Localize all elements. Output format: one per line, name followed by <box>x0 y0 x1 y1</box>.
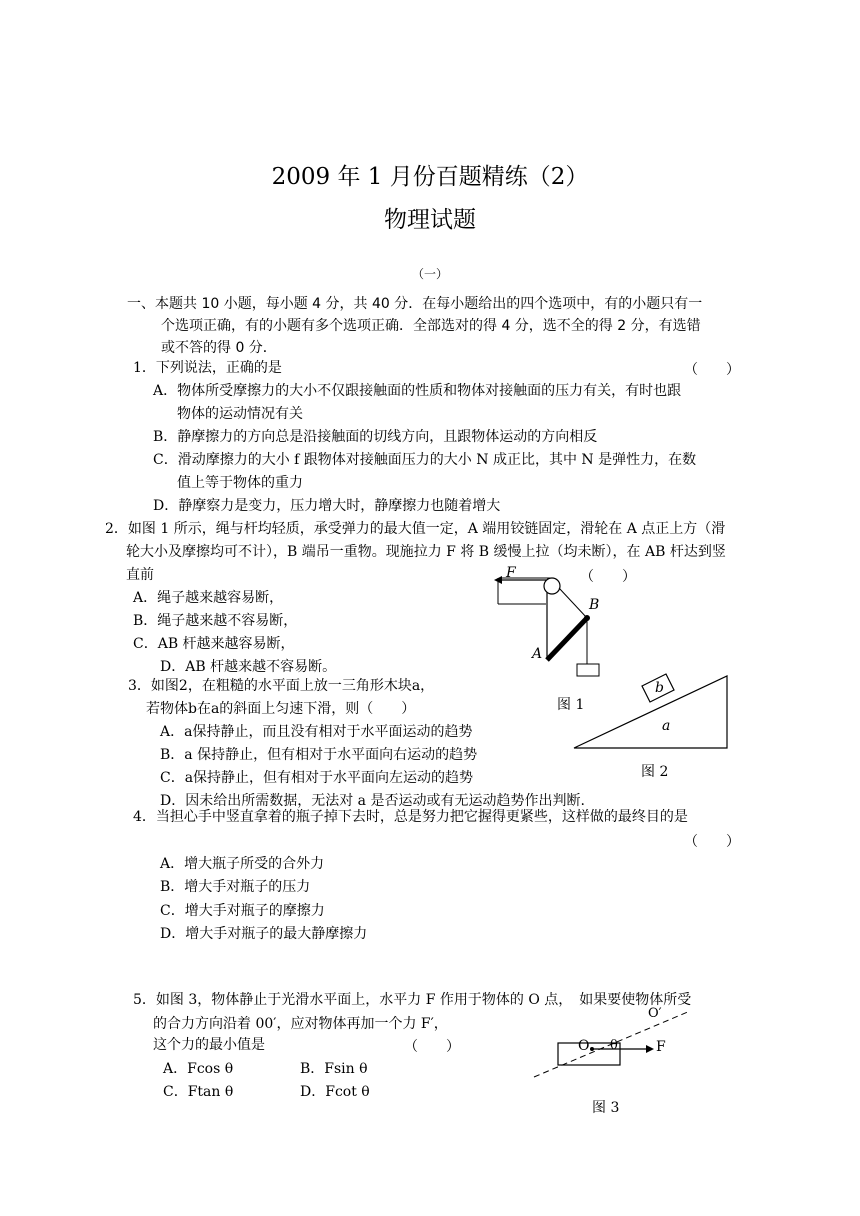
fig3-label-theta: θ <box>610 1038 618 1053</box>
q3-stem-line1: 3．如图2，在粗糙的水平面上放一三角形木块a， <box>128 678 435 694</box>
fig1-rope <box>559 588 587 618</box>
section-line-3: 或不答的得 0 分． <box>161 340 277 356</box>
section-line-1: 一、本题共 10 小题，每小题 4 分，共 40 分．在每小题给出的四个选项中，有的小题只有一 <box>127 296 703 312</box>
q2-option-c: C．AB 杆越来越容易断， <box>133 636 295 652</box>
fig3-label-oprime: O′ <box>648 1006 662 1021</box>
q4-stem: 4．当担心手中竖直拿着的瓶子掉下去时，总是努力把它握得更紧些，这样做的最终目的是 <box>133 809 688 825</box>
q5-stem-line3: 这个力的最小值是 <box>153 1037 265 1053</box>
q3-option-a: A．a保持静止，而且没有相对于水平面运动的趋势 <box>160 724 473 740</box>
q5-option-a: A．Fcos θ <box>163 1061 234 1077</box>
q1-stem: 1．下列说法，正确的是 <box>133 360 282 376</box>
section-instructions <box>127 293 737 359</box>
figure-2 <box>572 672 732 752</box>
q2-stem-line2: 轮大小及摩擦均可不计），B 端吊一重物。现施拉力 F 将 B 缓慢上拉（均未断），在 AB 杆达到竖 <box>126 544 726 560</box>
q1-answer-bracket: （ ） <box>684 362 740 378</box>
fig2-label-a: a <box>662 718 671 734</box>
fig1-label-f: F <box>506 565 516 581</box>
q2-stem-line1: 2．如图 1 所示，绳与杆均轻质，承受弹力的最大值一定，A 端用铰链固定，滑轮在 A 点正上方（滑 <box>105 521 726 537</box>
q4-option-c: C．增大手对瓶子的摩擦力 <box>160 903 325 919</box>
q1-option-a-line1: A．物体所受摩擦力的大小不仅跟接触面的性质和物体对接触面的压力有关，有时也跟 <box>153 383 682 399</box>
q3-stem-line2: 若物体b在a的斜面上匀速下滑，则（ ） <box>146 701 416 717</box>
q5-stem-line2: 的合力方向沿着 00′，应对物体再加一个力 F′， <box>153 1016 448 1032</box>
fig1-caption: 图 1 <box>557 697 585 713</box>
q2-option-a: A．绳子越来越容易断， <box>133 590 284 606</box>
figure-1 <box>490 568 630 678</box>
q3-option-b: B．a 保持静止，但有相对于水平面向右运动的趋势 <box>160 747 478 763</box>
q4-option-b: B．增大手对瓶子的压力 <box>160 879 311 895</box>
q2-option-d: D．AB 杆越来越不容易断。 <box>160 659 337 675</box>
fig3-label-o: O <box>578 1038 590 1054</box>
q1-option-c-line2: 值上等于物体的重力 <box>177 475 303 491</box>
fig1-pulley <box>544 578 560 594</box>
q2-stem-line3: 直前 <box>126 567 154 583</box>
q4-answer-bracket: （ ） <box>684 834 740 850</box>
fig1-label-a: A <box>532 646 543 662</box>
section-line-2: 个选项正确，有的小题有多个选项正确．全部选对的得 4 分，选不全的得 2 分，有选错 <box>161 318 701 334</box>
q5-option-c: C．Ftan θ <box>163 1084 234 1100</box>
fig3-caption: 图 3 <box>592 1100 620 1116</box>
q2-option-b: B．绳子越来越不容易断， <box>133 613 298 629</box>
fig1-label-b: B <box>589 597 600 613</box>
q1-option-c-line1: C．滑动摩擦力的大小 f 跟物体对接触面压力的大小 N 成正比，其中 N 是弹性力，在数 <box>153 452 697 468</box>
q5-answer-bracket: （ ） <box>404 1039 460 1055</box>
q4-option-a: A．增大瓶子所受的合外力 <box>160 856 325 872</box>
fig3-label-f: F <box>656 1039 666 1055</box>
q5-option-d: D．Fcot θ <box>300 1084 370 1100</box>
part-label: （一） <box>411 267 448 281</box>
q5-option-b: B．Fsin θ <box>300 1061 368 1077</box>
fig3-point-o <box>590 1047 594 1051</box>
q1-option-d: D．静摩察力是变力，压力增大时，静摩擦力也随着增大 <box>153 498 501 514</box>
fig2-caption: 图 2 <box>641 764 669 780</box>
fig1-rod-ab <box>547 618 587 660</box>
page-subtitle: 物理试题 <box>384 207 476 233</box>
page-title: 2009 年 1 月份百题精练（2） <box>271 164 589 190</box>
q3-option-c: C．a保持静止，但有相对于水平面向左运动的趋势 <box>160 770 474 786</box>
q4-option-d: D．增大手对瓶子的最大静摩擦力 <box>160 926 368 942</box>
q1-option-b: B．静摩擦力的方向总是沿接触面的切线方向，且跟物体运动的方向相反 <box>153 429 598 445</box>
q3-option-d: D．因未给出所需数据，无法对 a 是否运动或有无运动趋势作出判断. <box>160 793 585 809</box>
fig2-label-b: b <box>655 680 664 696</box>
q5-stem-line1: 5．如图 3，物体静止于光滑水平面上，水平力 F 作用于物体的 O 点， 如果要使物体所受 <box>133 992 692 1008</box>
q1-option-a-line2: 物体的运动情况有关 <box>177 406 303 422</box>
q2-answer-bracket: （ ） <box>580 569 636 585</box>
